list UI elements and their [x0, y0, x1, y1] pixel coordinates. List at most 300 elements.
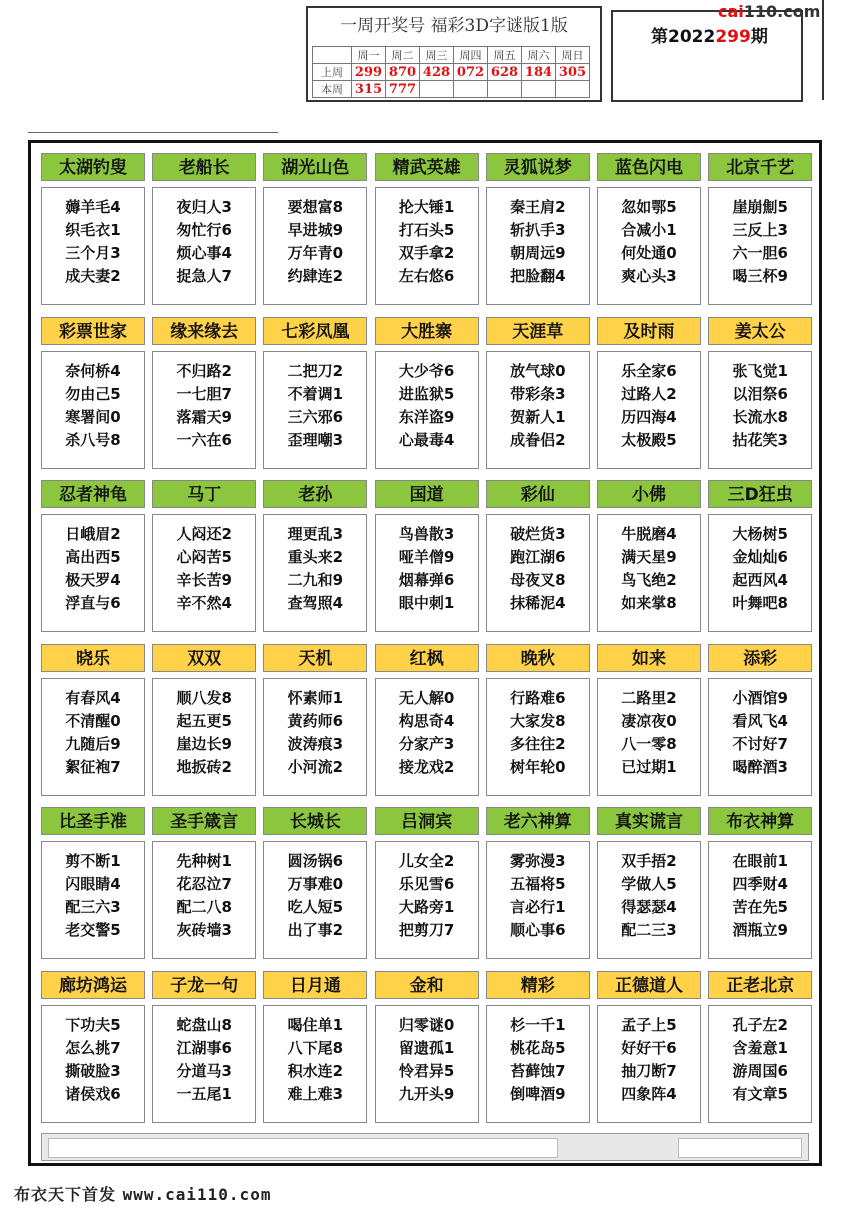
riddle-line: 波涛痕3	[287, 734, 344, 753]
riddle-line: 闪眼睛4	[65, 875, 121, 893]
riddle-line: 顺八发8	[176, 688, 232, 707]
riddle-line: 有文章5	[732, 1084, 788, 1103]
riddle-line: 老交警5	[65, 921, 121, 939]
riddle-line: 不清醒0	[65, 711, 121, 730]
riddle-list	[152, 351, 256, 469]
author-name: 国道	[375, 480, 479, 508]
riddle-line: 江湖事6	[176, 1038, 232, 1057]
riddle-line: 满天星9	[621, 548, 677, 566]
riddle-line: 苔藓蚀7	[510, 1061, 566, 1080]
riddle-list	[486, 514, 590, 632]
riddle-line: 东洋盗9	[398, 407, 455, 426]
divider	[28, 132, 278, 133]
row-label: 本周	[313, 81, 352, 98]
riddle-line: 辛长苦9	[176, 571, 232, 589]
riddle-line: 一六在6	[176, 430, 232, 449]
riddle-line: 八一零8	[621, 734, 677, 753]
author-name: 老船长	[152, 153, 256, 181]
issue-number	[651, 22, 768, 47]
riddle-line: 大杨树5	[732, 525, 788, 543]
day-cell: 周二	[386, 47, 420, 64]
author-name: 缘来缘去	[152, 317, 256, 345]
riddle-line: 心闷苦5	[176, 548, 232, 566]
author-name: 北京千艺	[708, 153, 812, 181]
riddle-card	[263, 644, 367, 797]
riddle-line: 崖边长9	[176, 734, 232, 753]
riddle-line: 无人解0	[398, 688, 455, 707]
riddle-list	[708, 351, 812, 469]
weekly-draw-panel	[306, 6, 602, 102]
riddle-line: 雾弥漫3	[510, 852, 566, 870]
row-label: 上周	[313, 64, 352, 81]
author-name: 太湖钓叟	[41, 153, 145, 181]
author-name: 真实谎言	[597, 807, 701, 835]
day-header-row	[313, 47, 590, 64]
riddle-line: 圆汤锅6	[287, 852, 344, 870]
author-name: 长城长	[263, 807, 367, 835]
riddle-line: 分道马3	[176, 1061, 232, 1080]
riddle-line: 浮直与6	[65, 594, 121, 612]
riddle-list	[152, 187, 256, 305]
draw-number	[454, 81, 488, 98]
riddle-line: 三反上3	[732, 221, 788, 239]
draw-number: 184	[522, 64, 556, 81]
riddle-line: 长流水8	[732, 407, 788, 426]
riddle-line: 顺心事6	[510, 921, 566, 939]
riddle-card	[708, 480, 812, 633]
riddle-card	[375, 807, 479, 960]
riddle-card	[152, 153, 256, 306]
riddle-line: 学做人5	[621, 875, 677, 893]
riddle-line: 勿由己5	[65, 384, 121, 403]
riddle-line: 历四海4	[621, 407, 677, 426]
riddle-line: 成眷侣2	[510, 430, 566, 449]
riddle-line: 心最毒4	[398, 430, 455, 449]
author-name: 布衣神算	[708, 807, 812, 835]
riddle-line: 好好干6	[621, 1038, 677, 1057]
riddle-line: 哑羊僧9	[398, 548, 455, 566]
author-name: 添彩	[708, 644, 812, 672]
riddle-card	[597, 153, 701, 306]
riddle-line: 崖崩劁5	[732, 198, 788, 216]
riddle-line: 人闷还2	[176, 525, 232, 543]
riddle-line: 游周国6	[732, 1061, 788, 1080]
riddle-line: 鸟兽散3	[398, 525, 455, 543]
riddle-line: 叶舞吧8	[732, 594, 788, 612]
author-name: 大胜寨	[375, 317, 479, 345]
riddle-card	[486, 480, 590, 633]
riddle-line: 下功夫5	[65, 1015, 121, 1034]
riddle-list	[152, 1005, 256, 1123]
riddle-card	[708, 153, 812, 306]
riddle-list	[375, 514, 479, 632]
riddle-card	[597, 317, 701, 470]
draw-number: 628	[488, 64, 522, 81]
riddle-line: 喝三杯9	[732, 267, 788, 285]
riddle-line: 太极殿5	[621, 430, 677, 449]
riddle-card	[152, 971, 256, 1124]
riddle-board	[28, 140, 822, 1166]
riddle-line: 眼中刺1	[398, 594, 455, 612]
riddle-line: 起西风4	[732, 571, 788, 589]
scroll-thumb[interactable]	[678, 1138, 802, 1158]
site-logo-red: cai	[718, 2, 744, 21]
riddle-card	[375, 153, 479, 306]
riddle-line: 早进城9	[287, 221, 344, 239]
riddle-card	[486, 807, 590, 960]
draw-number: 072	[454, 64, 488, 81]
site-logo-dark: 110.com	[743, 2, 821, 21]
divider	[822, 0, 824, 100]
riddle-card	[152, 644, 256, 797]
riddle-line: 以泪祭6	[732, 384, 788, 403]
riddle-list	[41, 841, 145, 959]
author-name: 天涯草	[486, 317, 590, 345]
riddle-line: 配二八8	[176, 898, 232, 916]
riddle-list	[263, 187, 367, 305]
issue-panel	[611, 10, 803, 102]
riddle-line: 忽如鄂5	[621, 198, 677, 216]
riddle-list	[41, 678, 145, 796]
riddle-list	[486, 1005, 590, 1123]
riddle-line: 大少爷6	[398, 361, 455, 380]
riddle-line: 不着调1	[287, 384, 344, 403]
riddle-line: 接龙戏2	[398, 757, 455, 776]
riddle-card	[375, 480, 479, 633]
riddle-list	[375, 351, 479, 469]
author-name: 晓乐	[41, 644, 145, 672]
issue-prefix: 第2022	[651, 27, 716, 47]
author-name: 精武英雄	[375, 153, 479, 181]
riddle-list	[708, 1005, 812, 1123]
riddle-card	[263, 480, 367, 633]
author-name: 红枫	[375, 644, 479, 672]
riddle-line: 有春风4	[65, 688, 121, 707]
riddle-line: 抹稀泥4	[510, 594, 566, 612]
riddle-line: 归零谜0	[398, 1015, 455, 1034]
riddle-line: 薅羊毛4	[65, 198, 121, 216]
riddle-line: 破烂货3	[510, 525, 566, 543]
riddle-line: 抽刀断7	[621, 1061, 677, 1080]
author-name: 马丁	[152, 480, 256, 508]
riddle-line: 起五更5	[176, 711, 232, 730]
riddle-list	[263, 841, 367, 959]
riddle-line: 倒啤酒9	[510, 1084, 566, 1103]
riddle-line: 二把刀2	[287, 361, 344, 380]
site-logo[interactable]	[718, 2, 820, 21]
riddle-line: 四季财4	[732, 875, 788, 893]
riddle-line: 一五尾1	[176, 1084, 232, 1103]
riddle-line: 何处通0	[621, 244, 677, 262]
draw-number: 305	[556, 64, 590, 81]
draw-number: 777	[386, 81, 420, 98]
riddle-line: 把脸翻4	[510, 267, 566, 285]
author-name: 正老北京	[708, 971, 812, 999]
riddle-card	[375, 971, 479, 1124]
author-name: 彩票世家	[41, 317, 145, 345]
riddle-line: 乐全家6	[621, 361, 677, 380]
author-name: 老六神算	[486, 807, 590, 835]
riddle-card	[263, 807, 367, 960]
riddle-card	[263, 971, 367, 1124]
author-name: 湖光山色	[263, 153, 367, 181]
riddle-line: 树年轮0	[510, 757, 566, 776]
riddle-line: 歪理嘲3	[287, 430, 344, 449]
riddle-line: 剪不断1	[65, 852, 121, 870]
riddle-line: 寒署间0	[65, 407, 121, 426]
riddle-list	[375, 1005, 479, 1123]
riddle-line: 鸟飞绝2	[621, 571, 677, 589]
riddle-line: 母夜叉8	[510, 571, 566, 589]
riddle-line: 高出西5	[65, 548, 121, 566]
riddle-list	[708, 678, 812, 796]
riddle-list	[375, 841, 479, 959]
riddle-line: 二路里2	[621, 688, 677, 707]
riddle-line: 撕破脸3	[65, 1061, 121, 1080]
riddle-line: 八下尾8	[287, 1038, 344, 1057]
riddle-line: 查驾照4	[287, 594, 344, 612]
day-cell: 周三	[420, 47, 454, 64]
riddle-line: 一七胆7	[176, 384, 232, 403]
riddle-line: 难上难3	[287, 1084, 344, 1103]
riddle-list	[486, 351, 590, 469]
riddle-line: 怜君异5	[398, 1061, 455, 1080]
riddle-line: 夜归人3	[176, 198, 232, 216]
riddle-card	[152, 807, 256, 960]
riddle-line: 得瑟瑟4	[621, 898, 677, 916]
riddle-line: 朝周远9	[510, 244, 566, 262]
issue-suffix: 期	[750, 27, 768, 47]
riddle-card	[486, 153, 590, 306]
riddle-list	[597, 351, 701, 469]
author-name: 三D狂虫	[708, 480, 812, 508]
riddle-card	[708, 317, 812, 470]
riddle-line: 分家产3	[398, 734, 455, 753]
riddle-list	[486, 841, 590, 959]
riddle-card	[152, 317, 256, 470]
draw-number: 428	[420, 64, 454, 81]
author-name: 天机	[263, 644, 367, 672]
riddle-line: 积水连2	[287, 1061, 344, 1080]
riddle-line: 金灿灿6	[732, 548, 788, 566]
riddle-line: 杉一千1	[510, 1015, 566, 1034]
riddle-line: 先种树1	[176, 852, 232, 870]
riddle-card	[597, 971, 701, 1124]
riddle-line: 看风飞4	[732, 711, 788, 730]
riddle-line: 进监狱5	[398, 384, 455, 403]
riddle-card	[597, 644, 701, 797]
author-name: 忍者神龟	[41, 480, 145, 508]
day-cell: 周六	[522, 47, 556, 64]
riddle-line: 絮征袍7	[65, 757, 121, 776]
author-name: 子龙一句	[152, 971, 256, 999]
riddle-line: 构思奇4	[398, 711, 455, 730]
riddle-list	[41, 1005, 145, 1123]
riddle-card	[375, 644, 479, 797]
draw-number	[420, 81, 454, 98]
riddle-line: 日峨眉2	[65, 525, 121, 543]
author-name: 双双	[152, 644, 256, 672]
author-name: 精彩	[486, 971, 590, 999]
riddle-list	[375, 187, 479, 305]
draw-number	[522, 81, 556, 98]
riddle-line: 理更乱3	[287, 525, 344, 543]
riddle-line: 双手捂2	[621, 852, 677, 870]
day-cell: 周日	[556, 47, 590, 64]
horizontal-scrollbar[interactable]	[41, 1133, 809, 1161]
riddle-line: 不讨好7	[732, 734, 788, 753]
riddle-line: 二九和9	[287, 571, 344, 589]
riddle-line: 小酒馆9	[732, 688, 788, 707]
riddle-line: 吃人短5	[287, 898, 344, 916]
riddle-line: 约肆连2	[287, 267, 344, 285]
author-name: 日月通	[263, 971, 367, 999]
riddle-line: 配二三3	[621, 921, 677, 939]
riddle-list	[708, 187, 812, 305]
author-name: 彩仙	[486, 480, 590, 508]
riddle-line: 孟子上5	[621, 1015, 677, 1034]
riddle-line: 万年青0	[287, 244, 344, 262]
riddle-card	[375, 317, 479, 470]
author-name: 比圣手准	[41, 807, 145, 835]
author-name: 圣手箴言	[152, 807, 256, 835]
riddle-line: 在眼前1	[732, 852, 788, 870]
riddle-line: 爽心头3	[621, 267, 677, 285]
riddle-line: 双手拿2	[398, 244, 455, 262]
riddle-list	[708, 514, 812, 632]
riddle-line: 凄凉夜0	[621, 711, 677, 730]
riddle-line: 苦在先5	[732, 898, 788, 916]
footer	[14, 1182, 271, 1205]
riddle-line: 重头来2	[287, 548, 344, 566]
riddle-list	[597, 841, 701, 959]
footer-url[interactable]: www.cai110.com	[122, 1185, 272, 1204]
riddle-line: 留遗孤1	[398, 1038, 455, 1057]
riddle-line: 烟幕弹6	[398, 571, 455, 589]
riddle-line: 放气球0	[510, 361, 566, 380]
draw-number: 870	[386, 64, 420, 81]
riddle-line: 不归路2	[176, 361, 232, 380]
riddle-line: 三六邪6	[287, 407, 344, 426]
draw-number	[556, 81, 590, 98]
day-cell: 周四	[454, 47, 488, 64]
riddle-line: 喝住单1	[287, 1015, 344, 1034]
riddle-list	[263, 351, 367, 469]
panel-title: 一周开奖号 福彩3D字谜版1版	[340, 16, 568, 36]
riddle-line: 把剪刀7	[398, 921, 455, 939]
author-name: 小佛	[597, 480, 701, 508]
riddle-line: 五福将5	[510, 875, 566, 893]
footer-text: 布衣天下首发	[14, 1185, 117, 1204]
riddle-list	[41, 514, 145, 632]
riddle-line: 牛脱磨4	[621, 525, 677, 543]
riddle-line: 大家发8	[510, 711, 566, 730]
riddle-line: 要想富8	[287, 198, 344, 216]
draw-table	[312, 46, 590, 98]
riddle-line: 匆忙行6	[176, 221, 232, 239]
issue-value: 299	[715, 27, 751, 47]
riddle-card	[597, 480, 701, 633]
riddle-line: 花忍泣7	[176, 875, 232, 893]
riddle-card	[597, 807, 701, 960]
riddle-line: 带彩条3	[510, 384, 566, 403]
riddle-card	[41, 480, 145, 633]
riddle-card	[708, 971, 812, 1124]
riddle-card	[152, 480, 256, 633]
riddle-line: 抡大锤1	[398, 198, 455, 216]
riddle-line: 灰砖墙3	[176, 921, 232, 939]
riddle-list	[486, 678, 590, 796]
author-name: 姜太公	[708, 317, 812, 345]
author-name: 廊坊鸿运	[41, 971, 145, 999]
riddle-card	[41, 644, 145, 797]
riddle-line: 九开头9	[398, 1084, 455, 1103]
riddle-line: 蛇盘山8	[176, 1015, 232, 1034]
riddle-list	[597, 514, 701, 632]
riddle-line: 如来掌8	[621, 594, 677, 612]
riddle-line: 秦王肩2	[510, 198, 566, 216]
riddle-line: 成夫妻2	[65, 267, 121, 285]
riddle-card	[708, 807, 812, 960]
riddle-line: 捉急人7	[176, 267, 232, 285]
riddle-list	[41, 351, 145, 469]
riddle-line: 酒瓶立9	[732, 921, 788, 939]
riddle-list	[41, 187, 145, 305]
riddle-list	[152, 678, 256, 796]
riddle-line: 三个月3	[65, 244, 121, 262]
riddle-line: 孔子左2	[732, 1015, 788, 1034]
draw-number: 299	[352, 64, 386, 81]
riddle-line: 辛不然4	[176, 594, 232, 612]
riddle-card	[486, 317, 590, 470]
riddle-line: 多往往2	[510, 734, 566, 753]
draw-number	[488, 81, 522, 98]
riddle-line: 杀八号8	[65, 430, 121, 449]
author-name: 老孙	[263, 480, 367, 508]
riddle-line: 出了事2	[287, 921, 344, 939]
scroll-track[interactable]	[48, 1138, 558, 1158]
riddle-line: 过路人2	[621, 384, 677, 403]
riddle-line: 乐见雪6	[398, 875, 455, 893]
riddle-line: 左右悠6	[398, 267, 455, 285]
riddle-line: 织毛衣1	[65, 221, 121, 239]
riddle-line: 行路难6	[510, 688, 566, 707]
riddle-line: 落霜天9	[176, 407, 232, 426]
author-name: 及时雨	[597, 317, 701, 345]
corner-cell	[313, 47, 352, 64]
riddle-line: 言必行1	[510, 898, 566, 916]
last-week-row	[313, 64, 590, 81]
author-name: 如来	[597, 644, 701, 672]
author-name: 金和	[375, 971, 479, 999]
riddle-card	[486, 971, 590, 1124]
author-name: 正德道人	[597, 971, 701, 999]
riddle-card	[708, 644, 812, 797]
riddle-line: 拈花笑3	[732, 430, 788, 449]
riddle-line: 怎么挑7	[65, 1038, 121, 1057]
riddle-line: 四象阵4	[621, 1084, 677, 1103]
riddle-line: 地扳砖2	[176, 757, 232, 776]
riddle-line: 小河流2	[287, 757, 344, 776]
riddle-list	[152, 514, 256, 632]
riddle-line: 奈何桥4	[65, 361, 121, 380]
riddle-line: 斩扒手3	[510, 221, 566, 239]
riddle-line: 跑江湖6	[510, 548, 566, 566]
riddle-line: 大路旁1	[398, 898, 455, 916]
riddle-card	[41, 317, 145, 470]
riddle-line: 桃花岛5	[510, 1038, 566, 1057]
riddle-card	[41, 807, 145, 960]
